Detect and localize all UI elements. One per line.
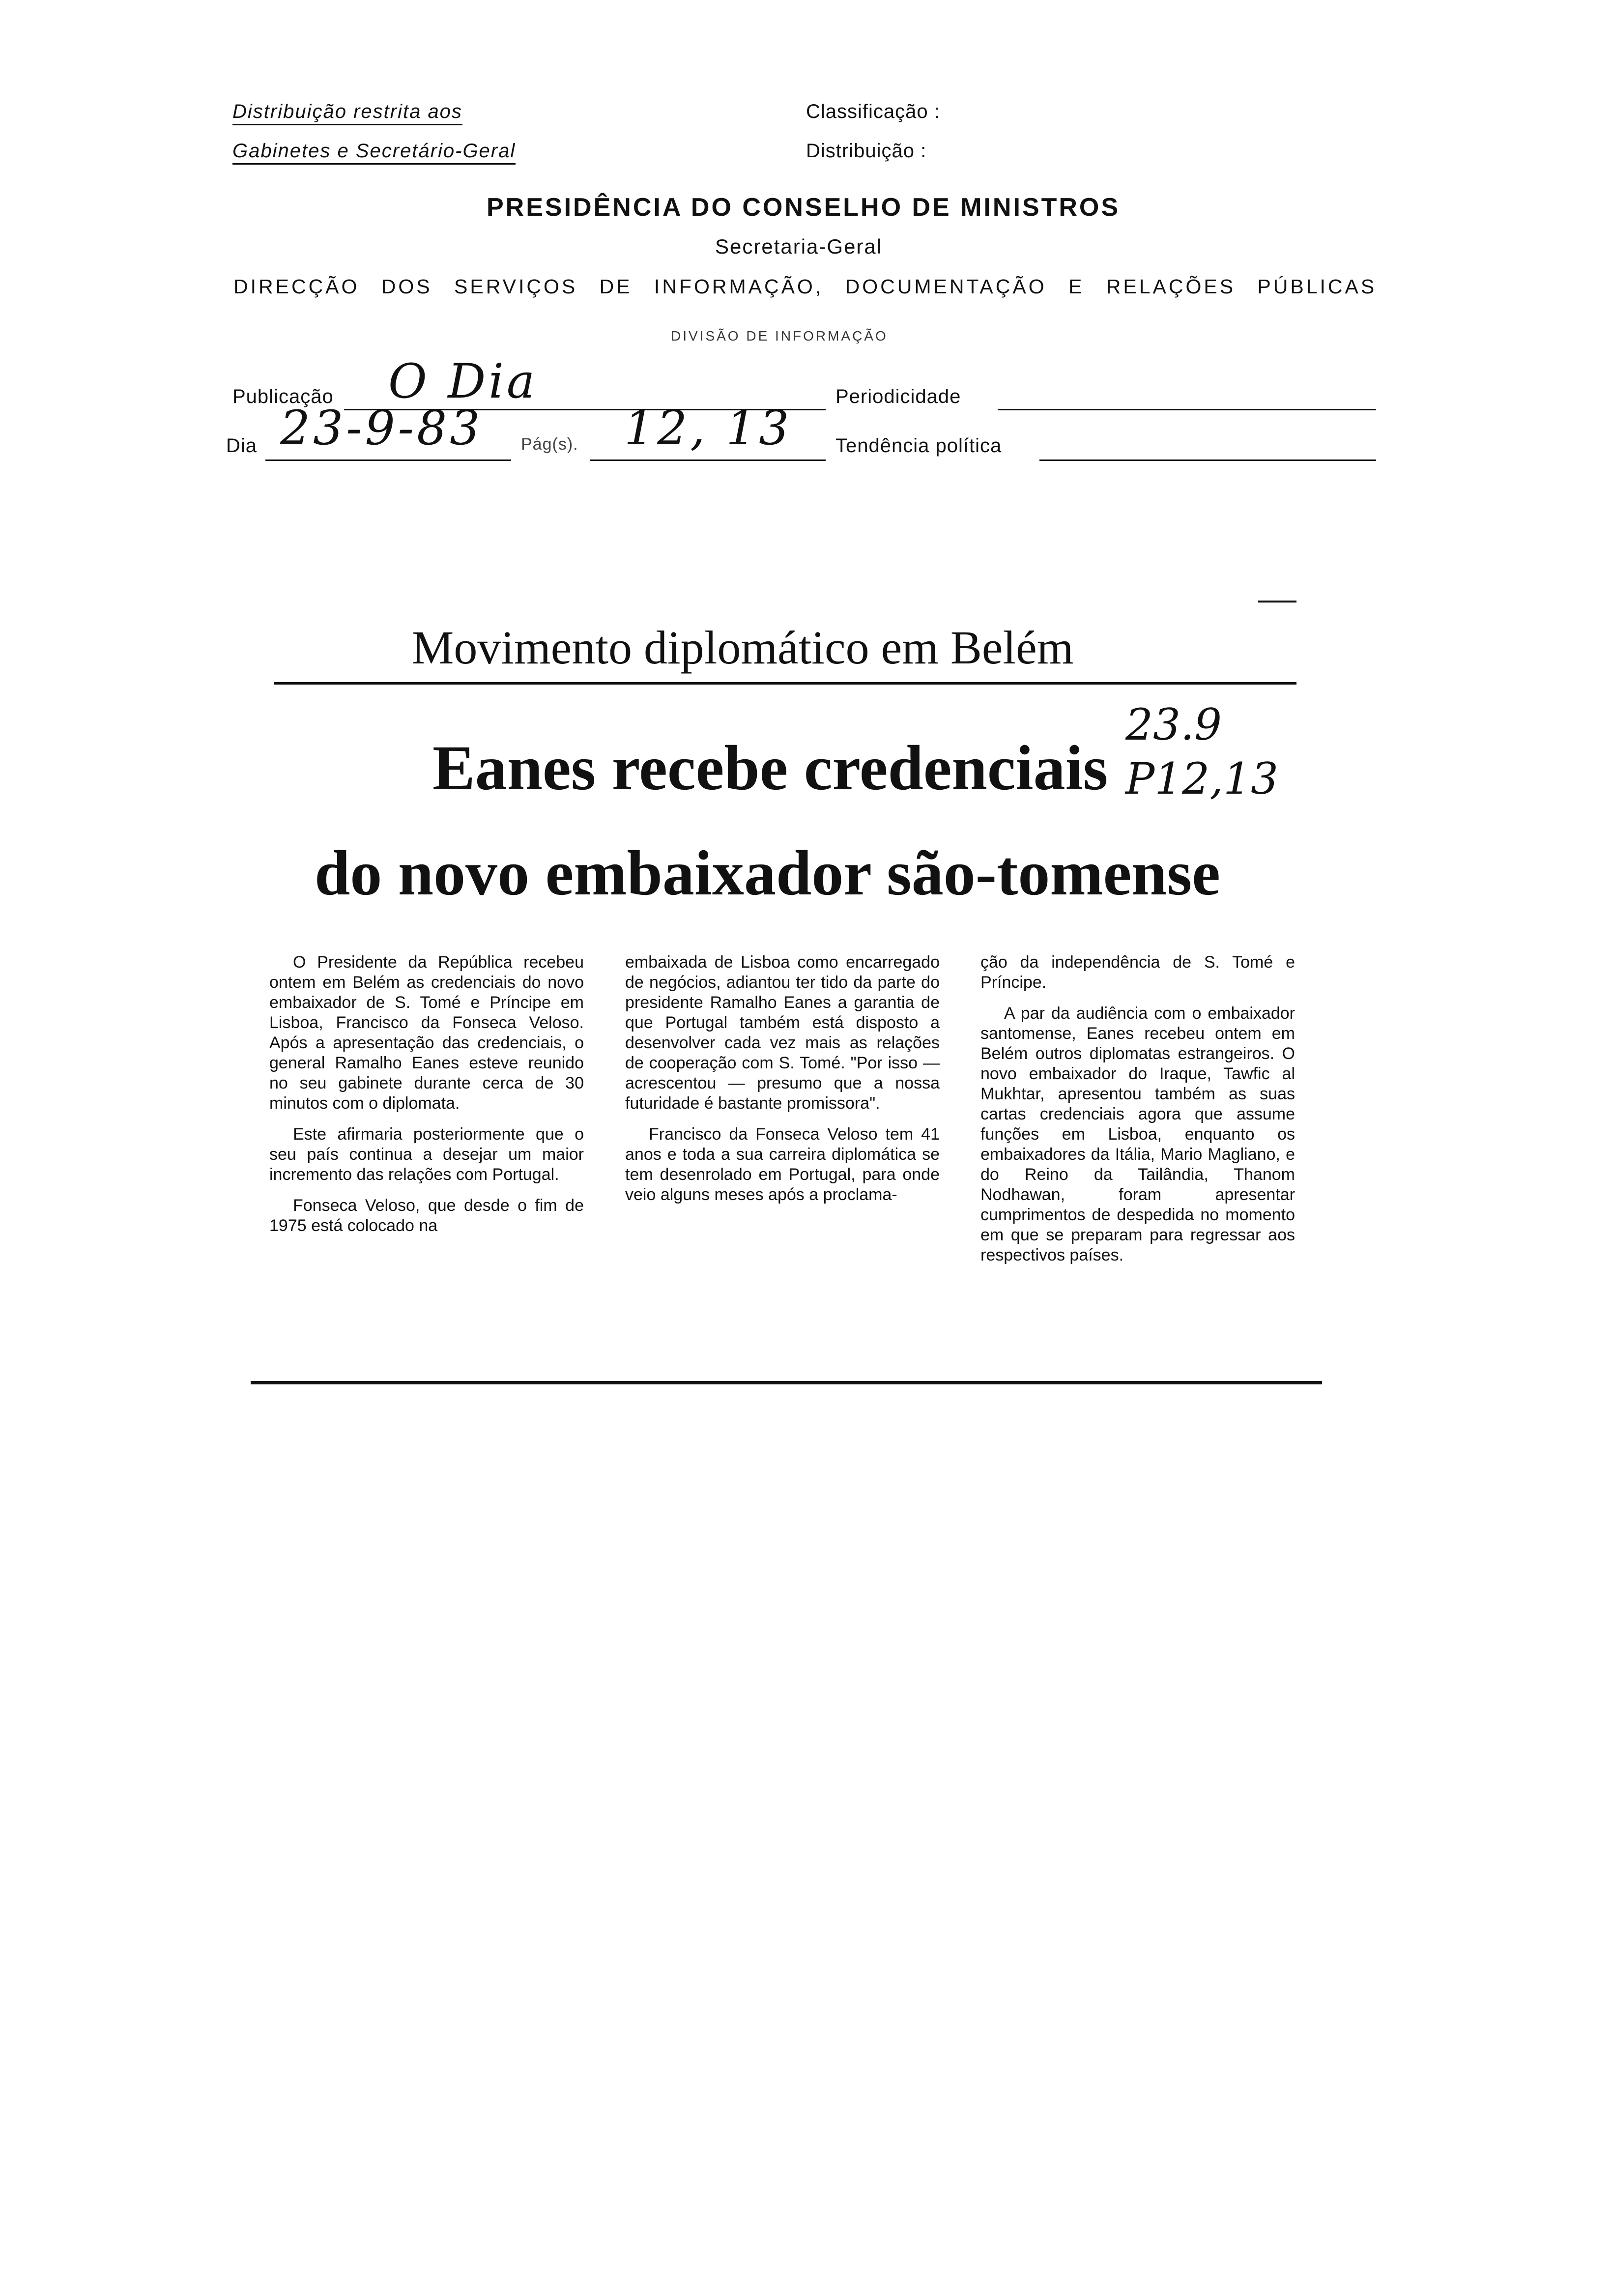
classificacao-label: Classificação : [806, 101, 940, 122]
section-title: Movimento diplomático em Belém [412, 621, 1074, 674]
distribution-line-1: Distribuição restrita aos [232, 101, 462, 125]
presidencia-heading: PRESIDÊNCIA DO CONSELHO DE MINISTROS [487, 193, 1121, 222]
secretaria-geral: Secretaria-Geral [715, 235, 883, 258]
divisao-informacao: DIVISÃO DE INFORMAÇÃO [671, 328, 888, 344]
bottom-rule [251, 1381, 1322, 1384]
paragraph: Francisco da Fonseca Veloso tem 41 anos e toda a sua carreira diplomática se tem desenrolado em Portugal, para onde veio alguns meses após a proclama- [625, 1125, 940, 1204]
dia-label: Dia [226, 435, 258, 457]
direccao-servicos: DIRECÇÃO DOS SERVIÇOS DE INFORMAÇÃO, DOCUMENTAÇÃO E RELAÇÕES PÚBLICAS [233, 275, 1377, 298]
title-rule [274, 682, 1296, 685]
paragraph: ção da independência de S. Tomé e Príncipe. [980, 953, 1295, 992]
tendencia-label: Tendência política [835, 435, 1002, 457]
corner-mark [1258, 601, 1296, 603]
dia-line [265, 459, 511, 461]
article-column-2 [625, 952, 940, 1216]
paginas-label: Pág(s). [521, 435, 578, 454]
paragraph: Este afirmaria posteriormente que o seu país continua a desejar um maior incremento das relações com Portugal. [269, 1125, 584, 1184]
headline-line-2: do novo embaixador são-tomense [315, 838, 1220, 909]
paragraph: Fonseca Veloso, que desde o fim de 1975 está colocado na [269, 1196, 584, 1235]
periodicidade-line [998, 409, 1376, 410]
paragraph: O Presidente da República recebeu ontem em Belém as credenciais do novo embaixador de S. Tomé e Príncipe em Lisboa, Francisco da Fonseca Veloso. Após a apresentação das credenciais, o general Ramalho Eanes esteve reunido no seu gabinete durante cerca de 30 minutos com o diplomata. [269, 953, 584, 1113]
paragraph: A par da audiência com o embaixador santomense, Eanes recebeu ontem em Belém outros diplomatas estrangeiros. O novo embaixador do Iraque, Tawfic al Mukhtar, apresentou também as suas cartas credenciais agora que assume funções em Lisboa, enquanto os embaixadores da Itália, Mario Magliano, e do Reino da Tailândia, Thanom Nodhawan, foram apresentar cumprimentos de despedida no momento em que se preparam para regressar aos respectivos países. [980, 1004, 1295, 1264]
article-column-1 [269, 952, 584, 1247]
periodicidade-label: Periodicidade [835, 386, 961, 407]
paginas-line [590, 459, 826, 461]
distribuicao-label: Distribuição : [806, 140, 927, 162]
headline-line-1: Eanes recebe credenciais [432, 733, 1108, 804]
article-column-3 [980, 952, 1295, 1276]
handwritten-annotation: 23.9 P12,13 [1125, 699, 1279, 804]
publicacao-label: Publicação [232, 386, 334, 407]
paginas-handwritten: 12, 13 [624, 401, 792, 456]
dia-handwritten: 23-9-83 [280, 401, 483, 456]
tendencia-line [1039, 459, 1376, 461]
distribution-line-2: Gabinetes e Secretário-Geral [232, 140, 516, 165]
paragraph: embaixada de Lisboa como encarregado de negócios, adiantou ter tido da parte do presidente Ramalho Eanes a garantia de que Portugal também está disposto a desenvolver cada vez mais as relações de cooperação com S. Tomé. "Por isso — acrescentou — presumo que a nossa futuridade é bastante promissora". [625, 953, 940, 1113]
publicacao-handwritten: O Dia [388, 354, 538, 409]
